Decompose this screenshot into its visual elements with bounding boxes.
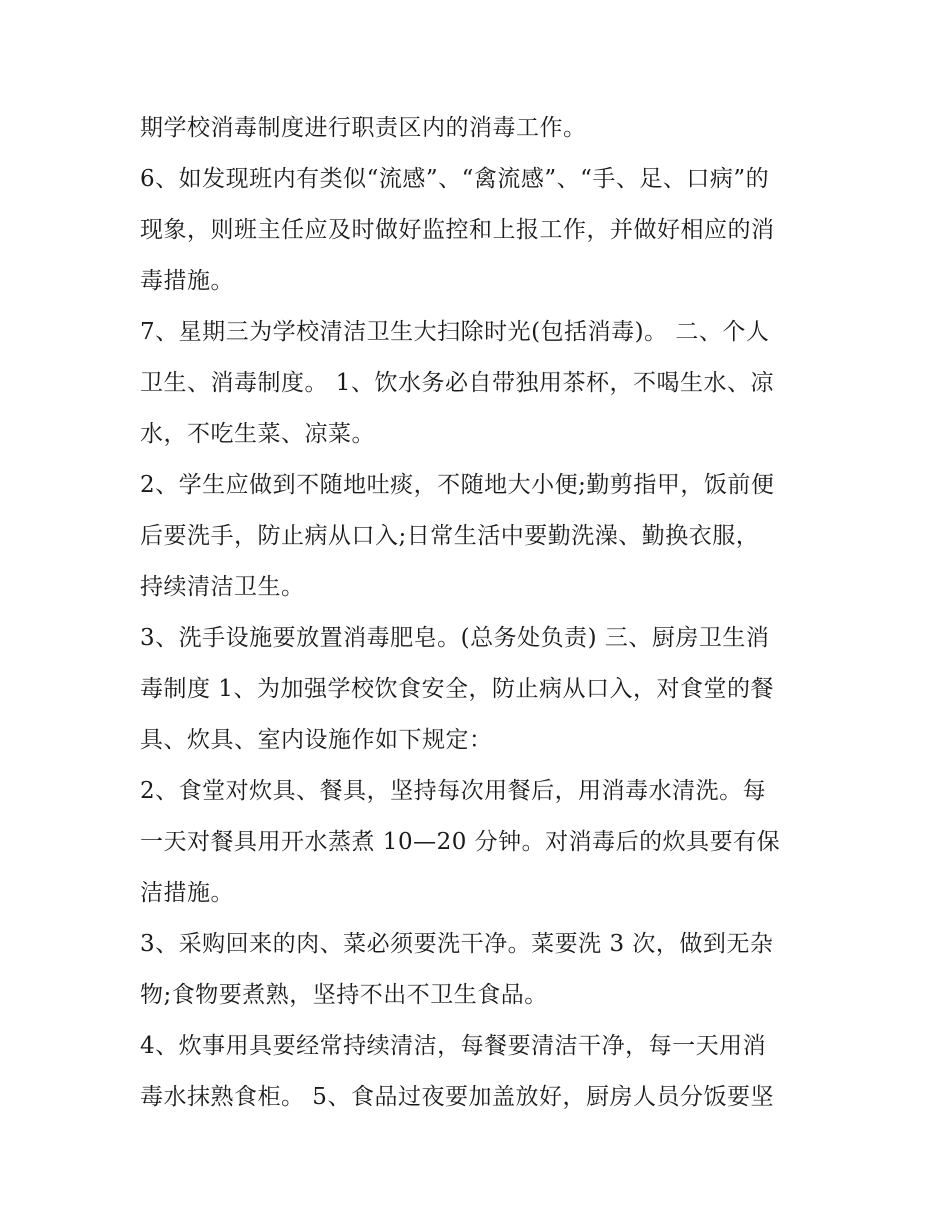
text-line: 4、炊事用具要经常持续清洁，每餐要清洁干净，每一天用消: [140, 1033, 767, 1059]
body-text: [140, 103, 830, 1123]
text-line: 卫生、消毒制度。 1、饮水务必自带独用茶杯，不喝生水、凉: [140, 370, 774, 396]
text-line: 2、学生应做到不随地吐痰，不随地大小便;勤剪指甲，饭前便: [140, 472, 775, 498]
text-line: 3、采购回来的肉、菜必须要洗干净。菜要洗 3 次，做到无杂: [140, 931, 774, 957]
text-line: 毒水抹熟食柜。 5、食品过夜要加盖放好，厨房人员分饭要坚: [140, 1084, 774, 1110]
text-line: 洁措施。: [140, 880, 234, 906]
text-line: 2、食堂对炊具、餐具，坚持每次用餐后，用消毒水清洗。每: [140, 778, 767, 804]
text-line: 3、洗手设施要放置消毒肥皂。(总务处负责) 三、厨房卫生消: [140, 625, 770, 651]
text-line: 具、炊具、室内设施作如下规定：: [140, 727, 493, 753]
text-line: 6、如发现班内有类似“流感”、“禽流感”、“手、足、口病”的: [140, 166, 770, 192]
text-line: 后要洗手，防止病从口入;日常生活中要勤洗澡、勤换衣服，: [140, 523, 760, 549]
text-line: 一天对餐具用开水蒸煮 10—20 分钟。对消毒后的炊具要有保: [140, 829, 781, 855]
text-line: 现象，则班主任应及时做好监控和上报工作，并做好相应的消: [140, 217, 775, 243]
text-line: 物;食物要煮熟，坚持不出不卫生食品。: [140, 982, 548, 1008]
text-line: 毒措施。: [140, 268, 234, 294]
text-line: 毒制度 1、为加强学校饮食安全，防止病从口入，对食堂的餐: [140, 676, 774, 702]
text-line: 持续清洁卫生。: [140, 574, 305, 600]
text-line: 7、星期三为学校清洁卫生大扫除时光(包括消毒)。 二、个人: [140, 319, 770, 345]
text-line: 期学校消毒制度进行职责区内的消毒工作。: [140, 115, 587, 141]
text-line: 水，不吃生菜、凉菜。: [140, 421, 375, 447]
